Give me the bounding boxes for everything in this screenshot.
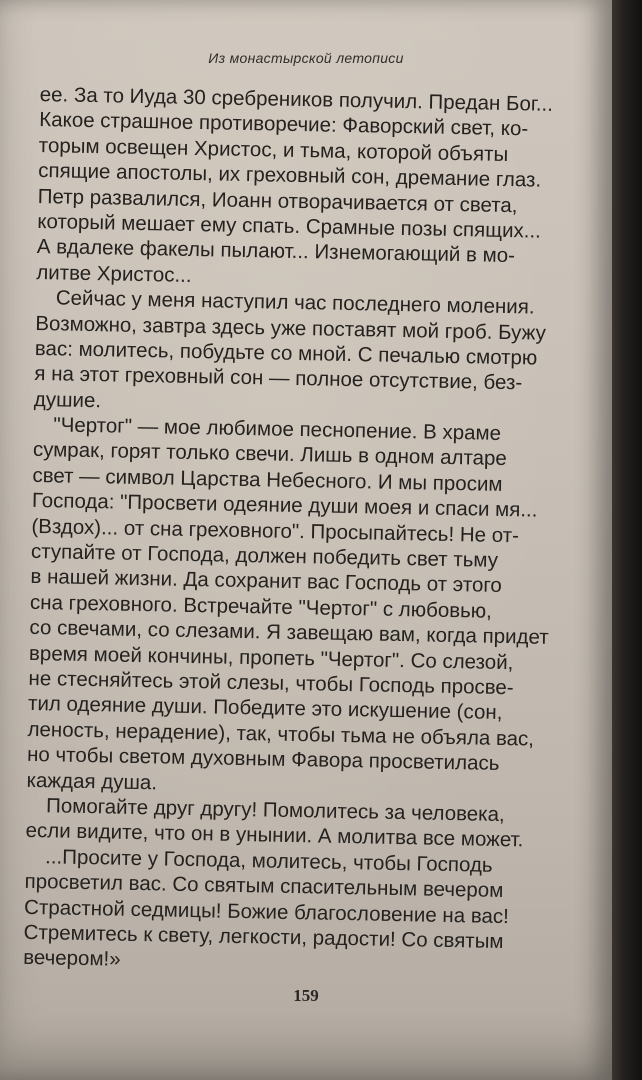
text-line: сумрак, горят только свечи. Лишь в одном алтаре (32, 438, 508, 471)
text-line: сна греховного. Встречайте "Чертог" с любовью, (29, 590, 493, 623)
text-line: "Чертог" — мое любимое песнопение. В храме (53, 413, 502, 445)
text-line: время моей кончины, пропеть "Чертог". Со слезой, (28, 641, 514, 674)
body-text (23, 82, 560, 980)
text-line: который мешает ему спать. Срамные позы спящих... (37, 209, 542, 243)
text-line: Стремитесь к свету, легкости, радости! Со святым (23, 920, 504, 953)
text-line: но чтобы светом духовным Фавора просветилась (26, 743, 500, 776)
text-line: (Вздох)... от сна греховного". Просыпайтесь! Не от- (31, 514, 520, 547)
book-edge (612, 0, 642, 1080)
text-line: Господа: "Просвети одеяние души моея и спаси мя... (31, 489, 538, 522)
text-line: в нашей жизни. Да сохранит вас Господь от этого (30, 565, 503, 598)
text-line: ступайте от Господа, должен победить свет тьму (30, 539, 499, 572)
text-line: вечером!» (22, 946, 121, 971)
text-line: ее. За то Иуда 30 сребреников получил. Предан Бог... (39, 82, 554, 116)
text-line: торым освещен Христос, и тьма, которой объяты (38, 133, 509, 166)
text-line: не стесняйтесь этой слезы, чтобы Господь просве- (28, 666, 514, 700)
text-line: Петр развалился, Иоанн отворачивается от света, (37, 184, 518, 217)
text-line: просветил вас. Со святым спасительным вечером (24, 869, 504, 903)
text-line: вас: молитесь, побудьте со мной. С печалью смотрю (34, 336, 538, 370)
text-line: Страстной седмицы! Божие благословение на вас! (23, 895, 510, 928)
text-line: каждая душа. (26, 768, 158, 794)
page-number: 159 (293, 986, 319, 1005)
text-line: со свечами, со слезами. Я завещаю вам, когда придет (29, 616, 549, 650)
text-line: я на этот греховный сон — полное отсутствие, без- (34, 362, 523, 395)
text-line: ...Просите у Господа, молитесь, чтобы Господь (44, 844, 493, 877)
text-line: Возможно, завтра здесь уже поставят мой гроб. Бужу (35, 311, 547, 345)
text-line: А вдалеке факелы пылают... Изнемогающий в мо- (36, 235, 516, 268)
text-line: свет — символ Царства Небесного. И мы просим (32, 463, 503, 496)
text-line: тил одеяние души. Победите это искушение (сон, (27, 692, 503, 725)
text-line: если видите, что он в унынии. А молитва все может. (25, 819, 524, 852)
text-line: душие. (33, 387, 102, 412)
text-line: Сейчас у меня наступил час последнего моления. (55, 286, 535, 319)
text-line: литве Христос... (36, 260, 192, 287)
running-head: Из монастырской летописи (208, 50, 404, 66)
text-line: Какое страшное противоречие: Фаворский свет, ко- (39, 108, 529, 141)
text-line: Помогайте друг другу! Помолитесь за человека, (45, 794, 505, 826)
text-line: леность, нерадение), так, чтобы тьма не объяла вас, (27, 717, 535, 751)
text-line: спящие апостолы, их греховный сон, дремание глаз. (38, 159, 542, 192)
